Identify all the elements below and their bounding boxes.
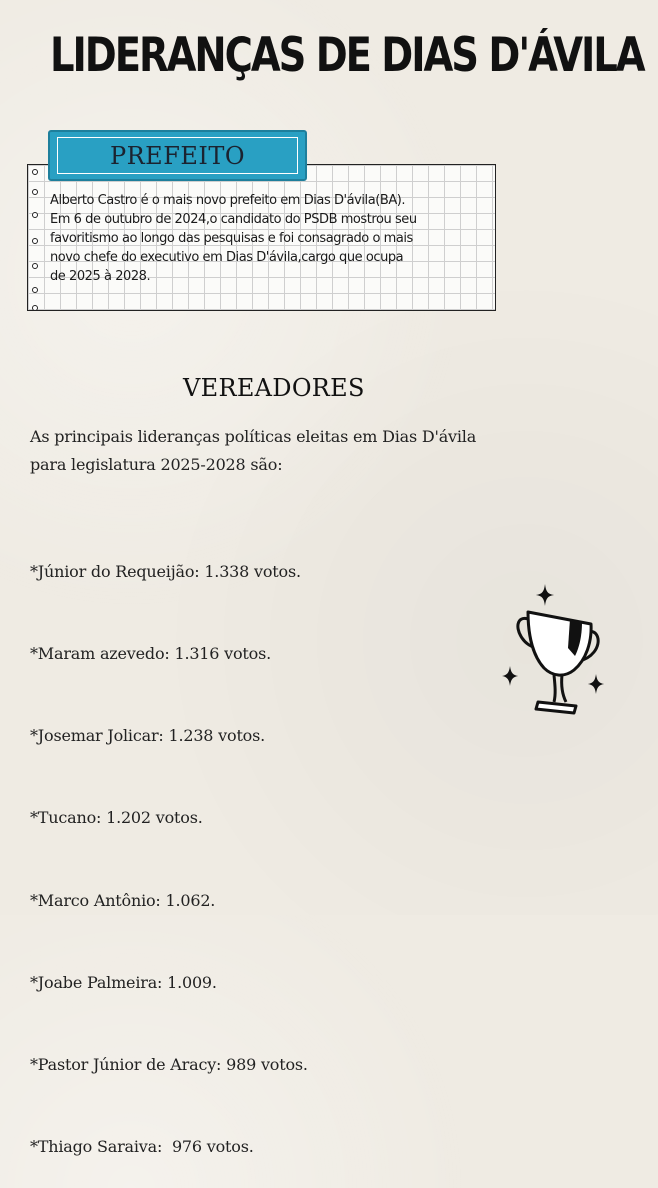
binder-hole <box>32 189 38 195</box>
intro-line: As principais lideranças políticas eleitas em Dias D'ávila <box>30 427 477 446</box>
prefeito-line: novo chefe do executivo em Dias D'ávila,cargo que ocupa <box>50 250 404 265</box>
page-title: LIDERANÇAS DE DIAS D'ÁVILA <box>50 28 644 83</box>
prefeito-note-card <box>27 164 496 311</box>
binder-holes <box>32 169 42 309</box>
prefeito-label-tag <box>48 130 307 181</box>
vereadores-intro <box>30 423 550 479</box>
vereadores-title: VEREADORES <box>183 374 365 402</box>
intro-line: para legislatura 2025-2028 são: <box>30 455 283 474</box>
vereador-item: *Júnior do Requeijão: 1.338 votos. <box>30 561 301 581</box>
vereador-item: *Josemar Jolicar: 1.238 votos. <box>30 726 266 746</box>
prefeito-line: de 2025 à 2028. <box>50 269 151 284</box>
trophy-icon <box>498 582 610 716</box>
binder-hole <box>32 169 38 175</box>
binder-hole <box>32 238 38 244</box>
vereador-item: *Tucano: 1.202 votos. <box>30 808 203 828</box>
prefeito-label: PREFEITO <box>57 137 298 174</box>
binder-hole <box>32 212 38 218</box>
prefeito-description <box>50 191 480 286</box>
sparkle-icon <box>588 674 604 694</box>
vereador-item: *Joabe Palmeira: 1.009. <box>30 972 217 992</box>
sparkle-icon <box>536 584 554 606</box>
vereador-item: *Maram azevedo: 1.316 votos. <box>30 644 271 664</box>
vereadores-list <box>30 503 308 1188</box>
binder-hole <box>32 287 38 293</box>
prefeito-line: Alberto Castro é o mais novo prefeito em Dias D'ávila(BA). <box>50 193 406 208</box>
vereador-item: *Pastor Júnior de Aracy: 989 votos. <box>30 1055 308 1075</box>
vereador-item: *Marco Antônio: 1.062. <box>30 890 216 910</box>
binder-hole <box>32 263 38 269</box>
prefeito-line: favoritismo ao longo das pesquisas e foi consagrado o mais <box>50 231 413 246</box>
sparkle-icon <box>502 666 518 686</box>
binder-hole <box>32 305 38 311</box>
vereador-item: *Thiago Saraiva: 976 votos. <box>30 1137 254 1157</box>
prefeito-line: Em 6 de outubro de 2024,o candidato do PSDB mostrou seu <box>50 212 417 227</box>
